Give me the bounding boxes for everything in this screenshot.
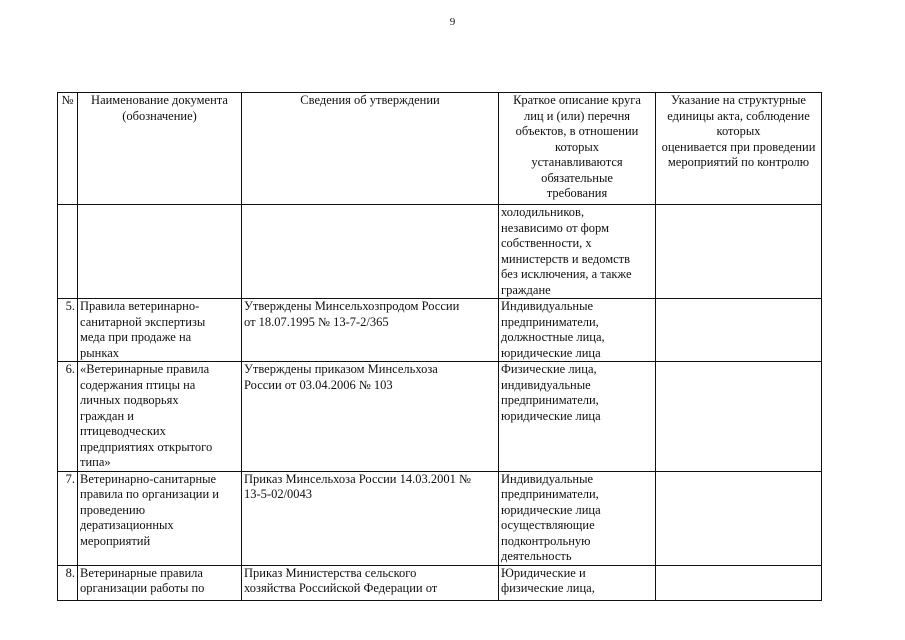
approval-info: Приказ Минсельхоза России 14.03.2001 № 13-5-02/0043 [242, 471, 499, 565]
approval-info: Утверждены Минсельхозпродом России от 18.07.1995 № 13-7-2/365 [242, 299, 499, 362]
table-row [58, 471, 822, 565]
approval-info [242, 205, 499, 299]
table-row [58, 299, 822, 362]
structural-units [656, 565, 822, 600]
header-structural-units: Указание на структурные единицы акта, соблюдение которых оценивается при проведении мероприятий по контролю [656, 93, 822, 205]
page-number: 9 [449, 16, 456, 28]
row-number: 5. [58, 299, 78, 362]
header-document-name: Наименование документа (обозначение) [78, 93, 242, 205]
structural-units [656, 362, 822, 472]
header-number: № [58, 93, 78, 205]
structural-units [656, 299, 822, 362]
scope-description: Индивидуальные предприниматели, юридические лица осуществляющие подконтрольную деятельность [499, 471, 656, 565]
approval-info: Утверждены приказом Минсельхоза России от 03.04.2006 № 103 [242, 362, 499, 472]
document-name: Правила ветеринарно- санитарной экспертизы меда при продаже на рынках [78, 299, 242, 362]
table-row [58, 362, 822, 472]
structural-units [656, 471, 822, 565]
document-name: Ветеринарно-санитарные правила по организации и проведению дератизационных мероприятий [78, 471, 242, 565]
table-row [58, 205, 822, 299]
scope-description: Юридические и физические лица, [499, 565, 656, 600]
row-number: 8. [58, 565, 78, 600]
table-row [58, 565, 822, 600]
scope-description: Индивидуальные предприниматели, должностные лица, юридические лица [499, 299, 656, 362]
document-name: Ветеринарные правила организации работы по [78, 565, 242, 600]
header-approval-info: Сведения об утверждении [242, 93, 499, 205]
requirements-table [57, 92, 822, 601]
header-scope-description: Краткое описание круга лиц и (или) перечня объектов, в отношении которых устанавливаются обязательные требования [499, 93, 656, 205]
approval-info: Приказ Министерства сельского хозяйства Российской Федерации от [242, 565, 499, 600]
scope-description: Физические лица, индивидуальные предприниматели, юридические лица [499, 362, 656, 472]
scope-description: холодильников, независимо от форм собственности, х министерств и ведомств без исключения, а также граждане [499, 205, 656, 299]
row-number: 7. [58, 471, 78, 565]
table-header-row [58, 93, 822, 205]
row-number [58, 205, 78, 299]
document-name [78, 205, 242, 299]
document-name: «Ветеринарные правила содержания птицы на личных подворьях граждан и птицеводческих предприятиях открытого типа» [78, 362, 242, 472]
row-number: 6. [58, 362, 78, 472]
structural-units [656, 205, 822, 299]
